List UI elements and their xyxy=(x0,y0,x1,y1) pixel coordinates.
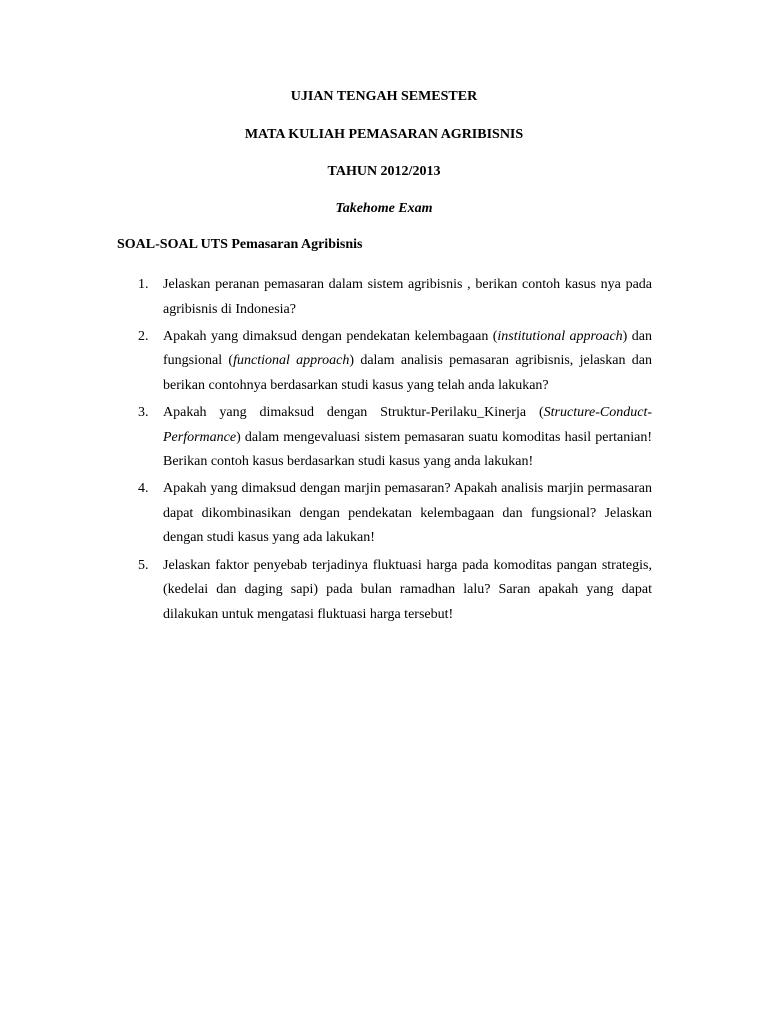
question-number: 3. xyxy=(138,404,149,420)
question-text: ) dan fungsional ( xyxy=(163,328,652,369)
question-term: functional approach xyxy=(233,353,350,369)
question-item-3 xyxy=(117,401,652,475)
question-item-2 xyxy=(117,325,652,399)
question-text: ) dalam mengevaluasi sistem pemasaran suatu komoditas hasil pertanian! Berikan contoh kasus berdasarkan studi kasus yang anda lakukan! xyxy=(163,429,652,470)
question-item-5 xyxy=(117,554,652,628)
question-term: institutional approach xyxy=(497,328,623,344)
exam-title: UJIAN TENGAH SEMESTER xyxy=(290,89,478,104)
question-number: 5. xyxy=(138,557,149,573)
question-item-4 xyxy=(117,477,652,551)
question-text: Apakah yang dimaksud dengan pendekatan kelembagaan ( xyxy=(163,328,498,344)
question-text: Apakah yang dimaksud dengan marjin pemasaran? Apakah analisis marjin permasaran dapat dikombinasikan dengan pendekatan kelembagaan dan fungsional? Jelaskan dengan studi kasus yang ada lakukan! xyxy=(163,481,652,546)
academic-year: TAHUN 2012/2013 xyxy=(327,164,441,179)
question-list xyxy=(117,273,652,630)
question-text: ) dalam analisis pemasaran agribisnis, jelaskan dan berikan contohnya berdasarkan studi kasus yang telah anda lakukan? xyxy=(163,353,653,393)
question-text: Jelaskan faktor penyebab terjadinya fluktuasi harga pada komoditas pangan strategis, (kedelai dan daging sapi) pada bulan ramadhan lalu? Saran apakah yang dapat dilakukan untuk mengatasi fluktuasi harga tersebut! xyxy=(163,557,652,622)
exam-type: Takehome Exam xyxy=(335,201,433,216)
question-number: 2. xyxy=(138,328,149,344)
question-number: 4. xyxy=(138,481,149,497)
question-term: Structure-Conduct-Performance xyxy=(163,404,652,445)
question-item-1 xyxy=(117,273,652,322)
question-text: Jelaskan peranan pemasaran dalam sistem agribisnis , berikan contoh kasus nya pada agribisnis di Indonesia? xyxy=(163,277,652,317)
course-title: MATA KULIAH PEMASARAN AGRIBISNIS xyxy=(244,127,524,142)
question-text: Apakah yang dimaksud dengan Struktur-Perilaku_Kinerja ( xyxy=(163,404,544,420)
question-number: 1. xyxy=(138,277,149,292)
section-title: SOAL-SOAL UTS Pemasaran Agribisnis xyxy=(117,237,363,252)
